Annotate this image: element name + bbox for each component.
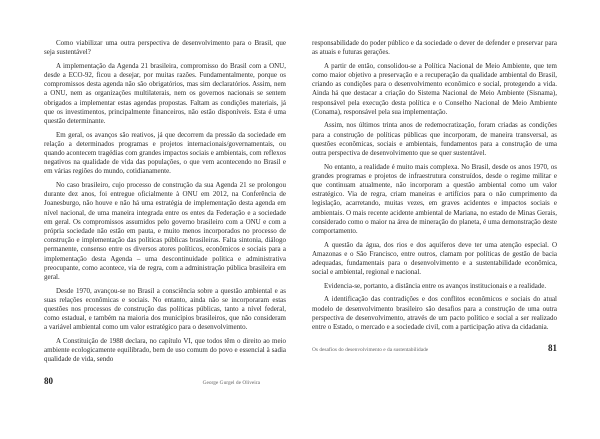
page-number-left: 80 — [44, 375, 53, 386]
running-head-author: George Gurgel de Oliveira — [202, 379, 260, 386]
paragraph: No caso brasileiro, cujo processo de construção da sua Agenda 21 se prolongou durante dez anos, foi entregue oficialmente à ONU em 2012, na Conferência de Joanesburgo, não houve e não há uma estratégia de implementação desta agenda em nível nacional, de uma maneira integrada entre os entes da Federação e a sociedade em geral. Os compromissos assumidos pelo governo brasileiro com a ONU e com a própria sociedade não estão em pauta, e muito menos incorporados no processo de construção e implementação das políticas públicas brasileiras. Falta sintonia, diálogo permanente, consenso entre os diversos atores políticos, econômicos e sociais para a implementação desta Agenda – uma descontinuidade política e administrativa preocupante, como acontece, via de regra, com a administração pública brasileira em geral. — [44, 181, 286, 282]
paragraph: Evidencia-se, portanto, a distância entre os avanços institucionais e a realidade. — [324, 281, 547, 290]
paragraph-continuation: responsabilidade do poder público e da sociedade o dever de defender e preservar para as atuais e futuras gerações. — [312, 39, 557, 57]
right-page-body — [312, 39, 557, 332]
left-page-footer — [44, 375, 286, 387]
right-page-footer — [312, 342, 557, 354]
paragraph: A implementação da Agenda 21 brasileira, compromisso do Brasil com a ONU, desde a ECO-92, ficou a desejar, por muitas razões. Fundamentalmente, porque os compromissos desta agenda não são obrigatórios, mas sim declaratórios. Assim, nem a ONU, nem as organizações multilaterais, nem os governos nacionais se sentem obrigados a implementar estas agendas propostas. Faltam as condições materiais, já que os investimentos, principalmente financeiros, não estão disponíveis. Esta é uma questão determinante. — [44, 61, 286, 126]
paragraph: Assim, nos últimos trinta anos de redemocratização, foram criadas as condições para a construção de políticas públicas que incorporam, de maneira transversal, as questões econômicas, sociais e ambientais, fundamentos para a construção de uma outra perspectiva de desenvolvimento que se quer sustentável. — [312, 121, 557, 158]
paragraph: Desde 1970, avançou-se no Brasil a consciência sobre a questão ambiental e as suas relações econômicas e sociais. No entanto, ainda não se incorporaram estas questões nos processos de construção das políticas públicas, tanto a nível federal, como estadual, e também na maioria dos municípios brasileiros, que não consideram a variável ambiental como um valor estratégico para o desenvolvimento. — [44, 286, 286, 332]
page-number-right: 81 — [548, 343, 557, 354]
paragraph: No entanto, a realidade é muito mais complexa. No Brasil, desde os anos 1970, os grandes programas e projetos de infraestrutura construídos, desde o regime militar e que continuam atualmente, não incorporam a questão ambiental como um valor estratégico. Via de regra, criam maneiras e artifícios para o não cumprimento da legislação, acarretando, muitas vezes, em graves acidentes e impactos sociais e ambientais. O mais recente acidente ambiental de Mariana, no estado de Minas Gerais, considerado como o maior na área de mineração do planeta, é uma demonstração deste comportamento. — [312, 162, 557, 236]
paragraph: A partir de então, consolidou-se a Política Nacional de Meio Ambiente, que tem como maior objetivo a preservação e a recuperação da qualidade ambiental do Brasil, criando as condições para o desenvolvimento econômico e social, protegendo a vida. Ainda há que destacar a criação do Sistema Nacional de Meio Ambiente (Sisnama), responsável pela execução desta política e o Conselho Nacional de Meio Ambiente (Conama), responsável pela sua implementação. — [312, 61, 557, 116]
paragraph: Como viabilizar uma outra perspectiva de desenvolvimento para o Brasil, que seja sustentável? — [44, 39, 286, 57]
running-head-title: Os desafios do desenvolvimento e da sustentabilidade — [312, 347, 429, 354]
left-page-body — [44, 39, 286, 365]
paragraph: Em geral, os avanços são reativos, já que decorrem da pressão da sociedade em relação a determinados programas e projetos internacionais/governamentais, ou quando acontecem tragédias com grandes impactos sociais e ambientais, com reflexos negativos na qualidade de vida das populações, o que vem acontecendo no Brasil e em várias regiões do mundo, cotidianamente. — [44, 130, 286, 176]
right-page — [312, 39, 557, 354]
paragraph: A identificação das contradições e dos conflitos econômicos e sociais do atual modelo de desenvolvimento brasileiro são desafios para a construção de uma outra perspectiva de desenvolvimento, através de um pacto político e social a ser realizado entre o Estado, o mercado e a sociedade civil, com a participação ativa da cidadania. — [312, 295, 557, 332]
paragraph: A Constituição de 1988 declara, no capítulo VI, que todos têm o direito ao meio ambiente ecologicamente equilibrado, bem de uso comum do povo e essencial à sadia qualidade de vida, sendo — [44, 337, 286, 364]
paragraph: A questão da água, dos rios e dos aquíferos deve ter uma atenção especial. O Amazonas e o São Francisco, entre outros, clamam por políticas de gestão de bacia adequadas, fundamentais para o desenvolvimento e a sustentabilidade econômica, social e ambiental, regional e nacional. — [312, 240, 557, 277]
left-page — [44, 39, 286, 387]
